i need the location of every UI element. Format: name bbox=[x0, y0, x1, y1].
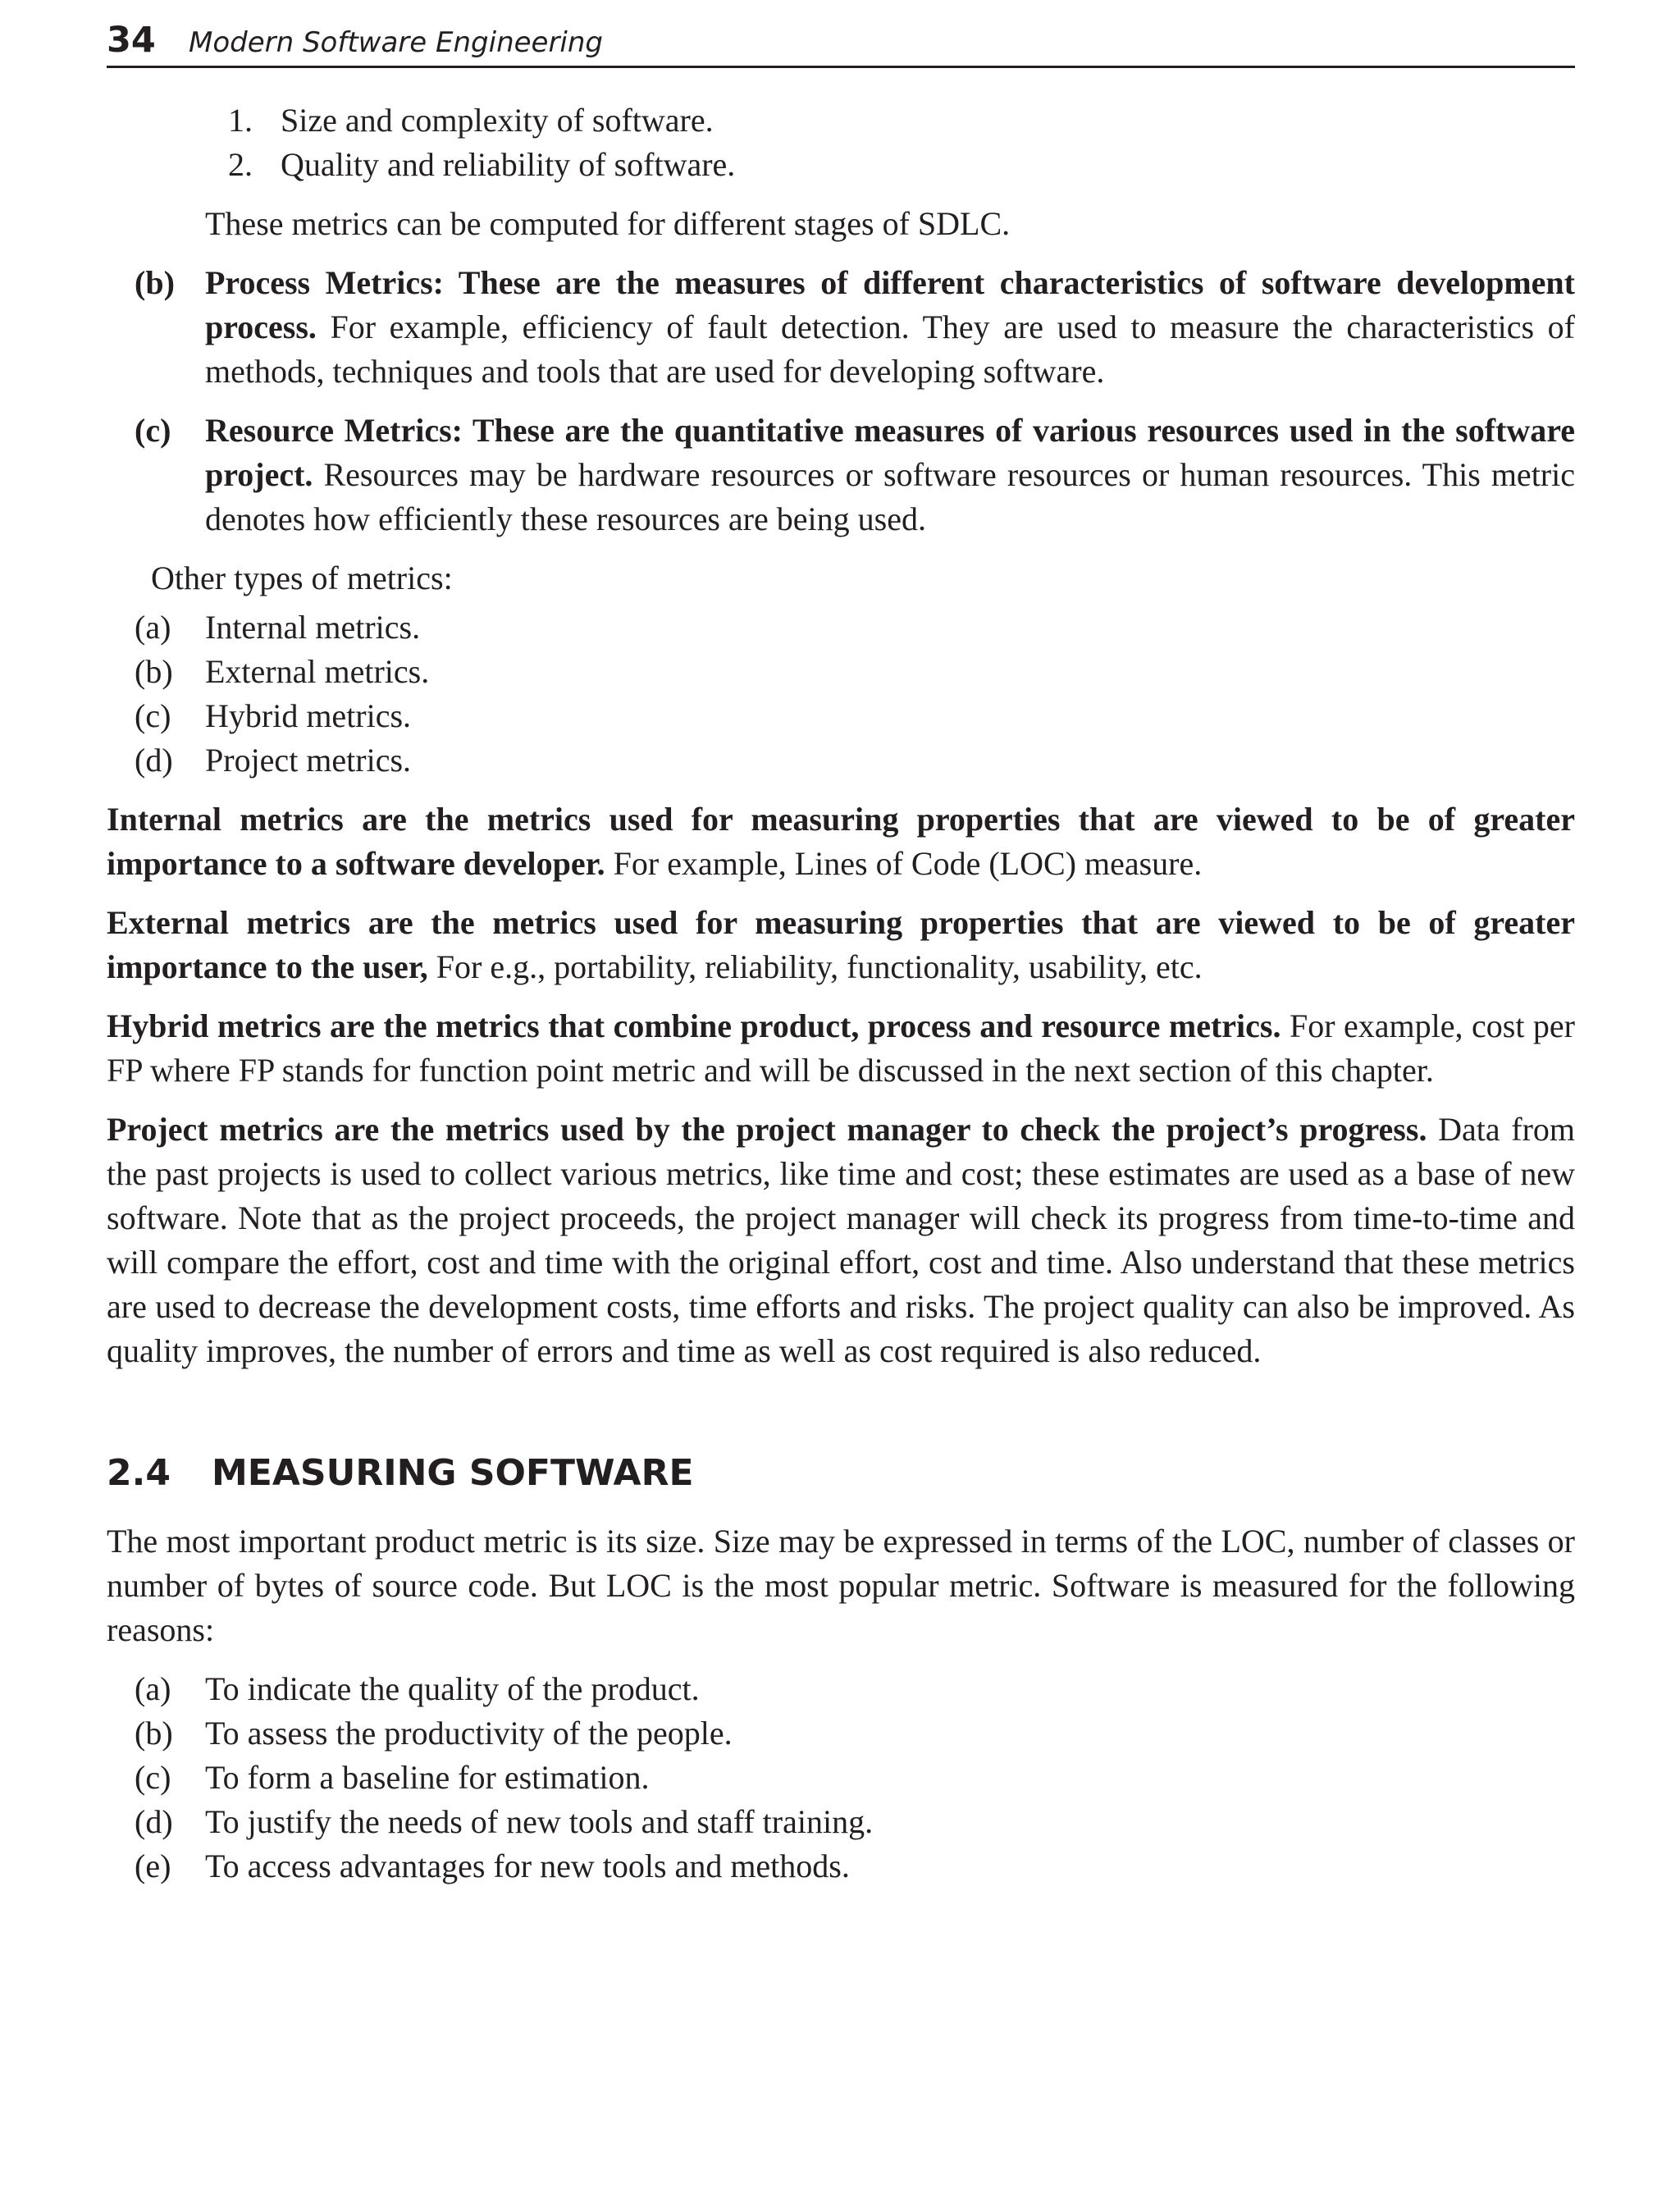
list-item bbox=[107, 1844, 1575, 1889]
paragraph-bold-text: Internal metrics are the metrics used for measuring properties that are viewed to be of greater importance to a software developer. bbox=[107, 801, 1575, 882]
item-label: (b) bbox=[135, 653, 173, 690]
process-metrics-item bbox=[107, 261, 1575, 394]
item-number: 2. bbox=[228, 146, 253, 183]
hybrid-metrics-paragraph bbox=[107, 1004, 1575, 1093]
list-item bbox=[107, 1756, 1575, 1800]
list-item bbox=[107, 738, 1575, 783]
list-item bbox=[107, 1711, 1575, 1756]
item-text: Resources may be hardware resources or software resources or human resources. This metric denotes how efficiently these resources are being used. bbox=[205, 456, 1575, 537]
internal-metrics-paragraph bbox=[107, 797, 1575, 886]
item-label: (b) bbox=[135, 1715, 173, 1752]
item-text: Project metrics. bbox=[205, 742, 412, 779]
section-title: MEASURING SOFTWARE bbox=[212, 1452, 694, 1494]
paragraph-bold-text: Hybrid metrics are the metrics that combine product, process and resource metrics. bbox=[107, 1007, 1281, 1044]
external-metrics-paragraph bbox=[107, 901, 1575, 989]
paragraph-text: For example, cost per FP where FP stands for function point metric and will be discussed in the next section of this chapter. bbox=[107, 1007, 1576, 1089]
paragraph-text: Data from the past projects is used to collect various metrics, like time and cost; these estimates are used as a base of new software. Note that as the project proceeds, the project manager will check its progress from time-to-time and will compare the effort, cost and time with the original effort, cost and time. Also understand that these metrics are used to decrease the development costs, time efforts and risks. The project quality can also be improved. As quality improves, the number of errors and time as well as cost required is also reduced. bbox=[107, 1111, 1575, 1369]
item-text: External metrics. bbox=[205, 653, 430, 690]
item-number: 1. bbox=[228, 102, 253, 139]
item-text: To assess the productivity of the people. bbox=[205, 1715, 733, 1752]
item-text: To justify the needs of new tools and staff training. bbox=[205, 1803, 874, 1840]
paragraph-bold-text: Project metrics are the metrics used by the project manager to check the project’s progress. bbox=[107, 1111, 1427, 1148]
item-text: For example, efficiency of fault detection. They are used to measure the characteristics of methods, techniques and tools that are used for developing software. bbox=[205, 308, 1575, 390]
item-text: To access advantages for new tools and methods. bbox=[205, 1848, 850, 1884]
resource-metrics-item bbox=[107, 409, 1575, 541]
paragraph-text: For e.g., portability, reliability, functionality, usability, etc. bbox=[427, 948, 1203, 985]
item-label: (e) bbox=[135, 1848, 171, 1884]
running-title: Modern Software Engineering bbox=[189, 26, 604, 59]
item-text: To form a baseline for estimation. bbox=[205, 1759, 650, 1796]
paragraph-bold-text: External metrics are the metrics used for measuring properties that are viewed to be of greater importance to the user, bbox=[107, 904, 1575, 985]
item-label: (a) bbox=[135, 1670, 171, 1707]
list-item bbox=[107, 650, 1575, 694]
item-label: (c) bbox=[135, 412, 171, 449]
item-label: (d) bbox=[135, 1803, 173, 1840]
item-label: (a) bbox=[135, 609, 171, 646]
item-label: (d) bbox=[135, 742, 173, 779]
section-number: 2.4 bbox=[107, 1452, 171, 1494]
item-text: Size and complexity of software. bbox=[281, 102, 714, 139]
computed-note: These metrics can be computed for different stages of SDLC. bbox=[205, 205, 1011, 242]
numbered-item bbox=[107, 143, 1575, 187]
list-item bbox=[107, 1667, 1575, 1711]
item-bold-text: Resource Metrics: These are the quantitative measures of various resources used in the software project. bbox=[205, 412, 1575, 493]
section-intro: The most important product metric is its size. Size may be expressed in terms of the LOC, number of classes or number of bytes of source code. But LOC is the most popular metric. Software is measured for the following reasons: bbox=[107, 1523, 1575, 1648]
item-text: Quality and reliability of software. bbox=[281, 146, 736, 183]
other-types-heading: Other types of metrics: bbox=[151, 560, 453, 596]
page-number: 34 bbox=[107, 20, 156, 61]
item-text: To indicate the quality of the product. bbox=[205, 1670, 700, 1707]
list-item bbox=[107, 1800, 1575, 1844]
item-label: (c) bbox=[135, 1759, 171, 1796]
list-item bbox=[107, 694, 1575, 738]
list-item bbox=[107, 605, 1575, 650]
item-text: Hybrid metrics. bbox=[205, 697, 412, 734]
item-label: (c) bbox=[135, 697, 171, 734]
item-text: Internal metrics. bbox=[205, 609, 421, 646]
page-body bbox=[107, 98, 1575, 1889]
item-bold-text: Process Metrics: These are the measures of different characteristics of software development process. bbox=[205, 264, 1575, 345]
numbered-item bbox=[107, 98, 1575, 143]
section-heading bbox=[107, 1449, 1575, 1498]
project-metrics-paragraph bbox=[107, 1108, 1575, 1373]
item-label: (b) bbox=[135, 264, 175, 301]
running-header bbox=[107, 15, 1575, 68]
paragraph-text: For example, Lines of Code (LOC) measure. bbox=[605, 845, 1203, 882]
